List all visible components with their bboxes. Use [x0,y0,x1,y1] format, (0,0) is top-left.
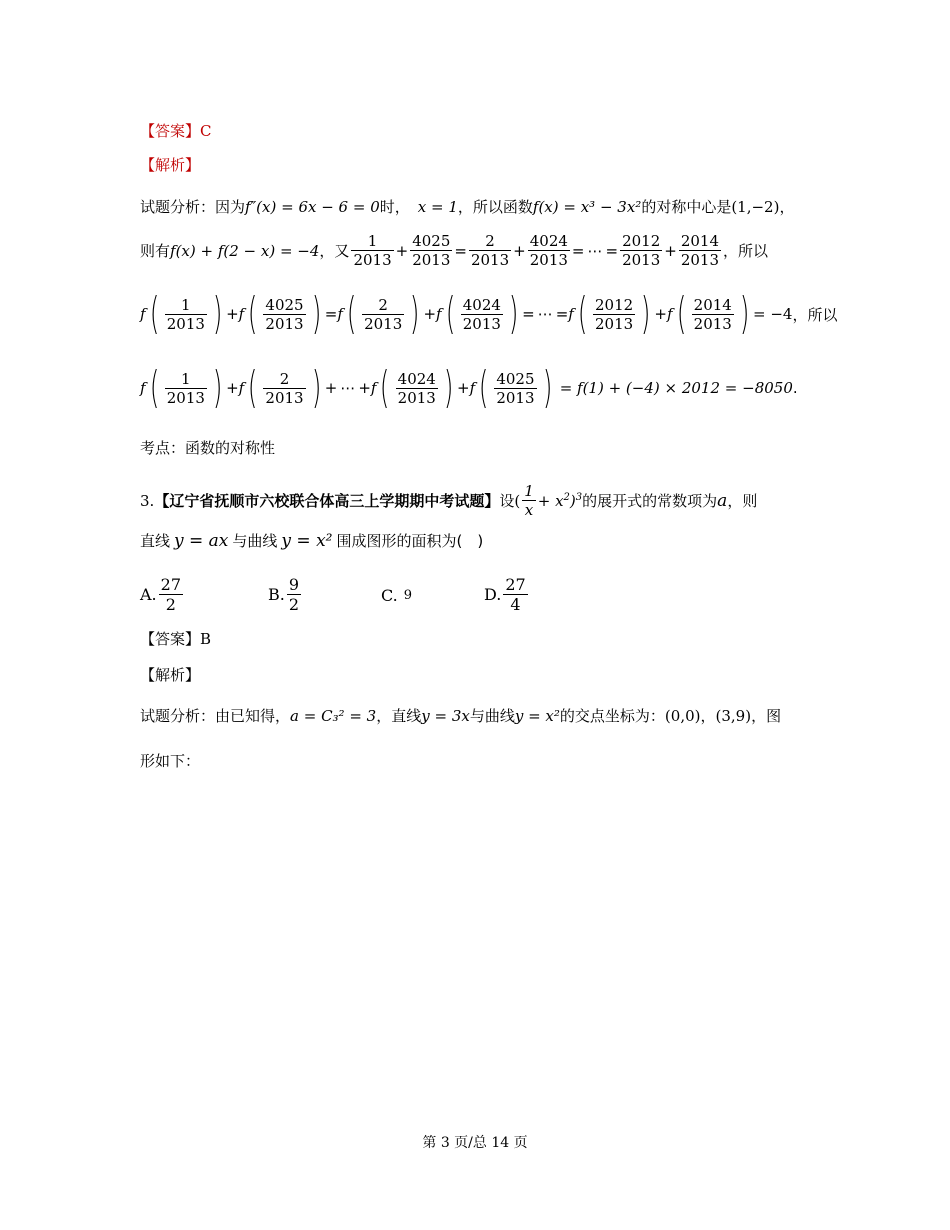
fraction: $\frac{1}{2013}$ [166,369,205,407]
option-c[interactable]: C. 9 [381,586,413,605]
fraction: $\frac{1}{2013}$ [166,295,205,333]
option-b[interactable]: B. $\frac{9}{2}$ [268,575,300,614]
analysis2-line-1: 试题分析：由已知得， a = C₃² = 3 ，直线 y = 3x 与曲线 y = x² 的交点坐标为： (0,0) ， (3,9) ，图 [140,706,782,725]
math-fpp: f″(x) = 6x − 6 = 0 [245,197,380,216]
analysis-line-3: f ( $\frac{1}{2013}$ ) + f ( $\frac{4025}{2013}$ ) = f ( $\frac{2}{2013}$ ) + f ( $\frac{4024}{2013}$ ) = ⋯ = f ( $\frac{2012}{2013}$ ) + f ( $\frac{2014}{2013}$ ) = −4 ，所以 [140,288,838,339]
option-a[interactable]: A. $\frac{27}{2}$ [140,575,181,614]
question-number: 3. [140,491,155,510]
analysis-line-4: f ( $\frac{1}{2013}$ ) + f ( $\frac{2}{2013}$ ) + ⋯ + f ( $\frac{4024}{2013}$ ) + f ( $\frac{4025}{2013}$ ) = f(1) + (−4) × 2012 = −8050 . [140,362,798,413]
question-3-line-1: 3. 【辽宁省抚顺市六校联合体高三上学期期中考试题】 设 ( $\frac{1}{x}$ + $x^2)^3$ 的展开式的常数项为 a ，则 [140,482,758,519]
fraction: $\frac{2012}{2013}$ [622,232,661,269]
answer-line [140,120,212,141]
answer-label: 【答案】 [140,122,201,140]
analysis2-line-2: 形如下： [140,752,201,770]
kaodian: 考点：函数的对称性 [140,439,276,457]
answer-value: C [200,122,212,140]
fraction: $\frac{2014}{2013}$ [680,232,720,269]
analysis-heading-2: 【解析】 [140,666,201,684]
option-d[interactable]: D. $\frac{27}{4}$ [484,575,526,614]
fraction: $\frac{4024}{2013}$ [462,295,501,333]
answer-line-2: 【答案】B [140,630,212,648]
fraction: $\frac{4025}{2013}$ [412,232,451,269]
analysis-heading: 【解析】 [140,156,201,174]
page-footer: 第 3 页/总 14 页 [422,1135,528,1151]
fraction: $\frac{2014}{2013}$ [693,295,732,333]
fraction: $\frac{4025}{2013}$ [265,295,304,333]
fraction: $\frac{4025}{2013}$ [496,369,535,407]
fraction: $\frac{2}{2013}$ [265,369,304,407]
fraction: $\frac{2}{2013}$ [470,232,510,269]
fraction: $\frac{2}{2013}$ [364,295,403,333]
fraction: $\frac{1}{2013}$ [353,232,392,269]
fraction: $\frac{1}{x}$ [524,482,534,519]
fraction: $\frac{2012}{2013}$ [595,295,634,333]
fraction: $\frac{4024}{2013}$ [397,369,436,407]
analysis-line-2: 则有 f(x) + f(2 − x) = −4 ，又 $\frac{1}{2013}$ + $\frac{4025}{2013}$ = $\frac{2}{2013}$ + $\frac{4024}{2013}$ = ⋯ = $\frac{2012}{2013}$ + $\frac{2014}{2013}$ ，所以 [140,232,769,269]
question-3-line-2: 直线 y = ax 与曲线 y = x² 围成图形的面积为( ) [140,530,484,551]
question-source: 【辽宁省抚顺市六校联合体高三上学期期中考试题】 [154,492,500,510]
analysis-line-1: 试题分析：因为 f″(x) = 6x − 6 = 0 时， x = 1 ，所以函数 f(x) = x³ − 3x² 的对称中心是 (1,−2) ， [140,197,795,216]
fraction: $\frac{4024}{2013}$ [529,232,568,269]
